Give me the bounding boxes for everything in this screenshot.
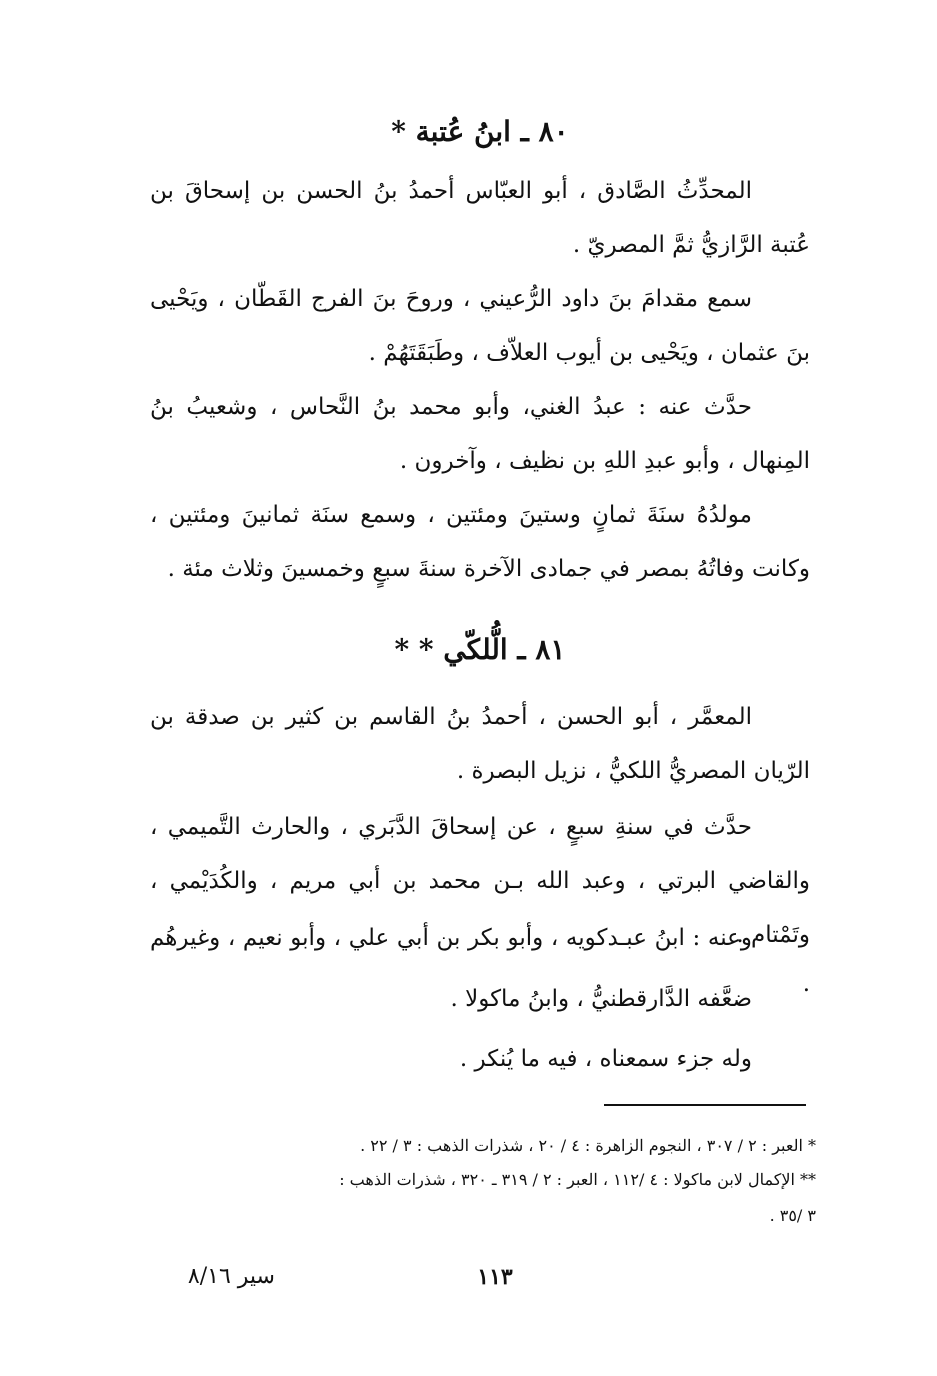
entry-80-dates: مولدُهُ سنَةَ ثمانٍ وستينَ ومئتين ، وسمع سنَة ثمانينَ ومئتين ، وكانت وفاتُهُ بمصر في جمادى الآخرة سنةَ سبعٍ وخمسينَ وثلاث مئة . [150, 502, 810, 582]
footnote-1: * العبر : ٢ / ٣٠٧ ، النجوم الزاهرة : ٤ / ٢٠ ، شذرات الذهب : ٣ / ٢٢ . [360, 1136, 816, 1155]
footnote-2: ** الإكمال لابن ماكولا : ٤ /١١٢ ، العبر : ٢ / ٣١٩ ـ ٣٢٠ ، شذرات الذهب : [339, 1170, 816, 1189]
volume-reference: سير ٨/١٦ [187, 1264, 275, 1289]
entry-80-teachers: سمع مقدامَ بنَ داود الرُّعيني ، وروحَ بنَ الفرج القَطّان ، ويَحْيى بنَ عثمان ، ويَحْيى بن أيوب العلاّف ، وطَبَقَتَهُمْ . [150, 286, 810, 366]
entry-81-intro: المعمَّر ، أبو الحسن ، أحمدُ بنُ القاسم بن كثير بن صدقة بن الرّيان المصريُّ اللكيُّ ، نزيل البصرة . [150, 704, 810, 784]
entry-81-students: وعنه : ابنُ عبـدكويه ، وأبو بكر بن أبي علي ، وأبو نعيم ، وغيرهُم . [150, 925, 810, 997]
footnote-separator [604, 1104, 806, 1106]
footnote-2-continued: ٣ /٣٥ . [769, 1206, 816, 1225]
entry-80-intro: المحدِّثُ الصَّادق ، أبو العبّاس أحمدُ بنُ الحسن بن إسحاقَ بن عُتبة الرَّازيُّ ثمَّ المصريّ . [150, 178, 810, 258]
entry-81-narration: حدَّث في سنةِ سبعٍ ، عن إسحاقَ الدَّبَري ، والحارث التَّميمي ، والقاضي البرتي ، وعبد الله بـن محمد بن أبي مريم ، والكُدَيْمي ، وتَمْتام . [150, 814, 810, 948]
entry-heading-81: ٨١ ـ الُّلكّي * * [394, 633, 566, 666]
entry-81-juz: وله جزء سمعناه ، فيه ما يُنكر . [459, 1046, 752, 1072]
entry-81-weakening: ضعَّفه الدَّارقطنيُّ ، وابنُ ماكولا . [450, 986, 752, 1012]
page-number: ١١٣ [477, 1264, 513, 1290]
entry-heading-80: ٨٠ ـ ابنُ عُتبة * [391, 115, 569, 148]
entry-80-students: حدَّث عنه : عبدُ الغني، وأبو محمد بنُ النَّحاس ، وشعيبُ بنُ المِنهال ، وأبو عبدِ اللهِ بن نظيف ، وآخرون . [150, 394, 810, 474]
